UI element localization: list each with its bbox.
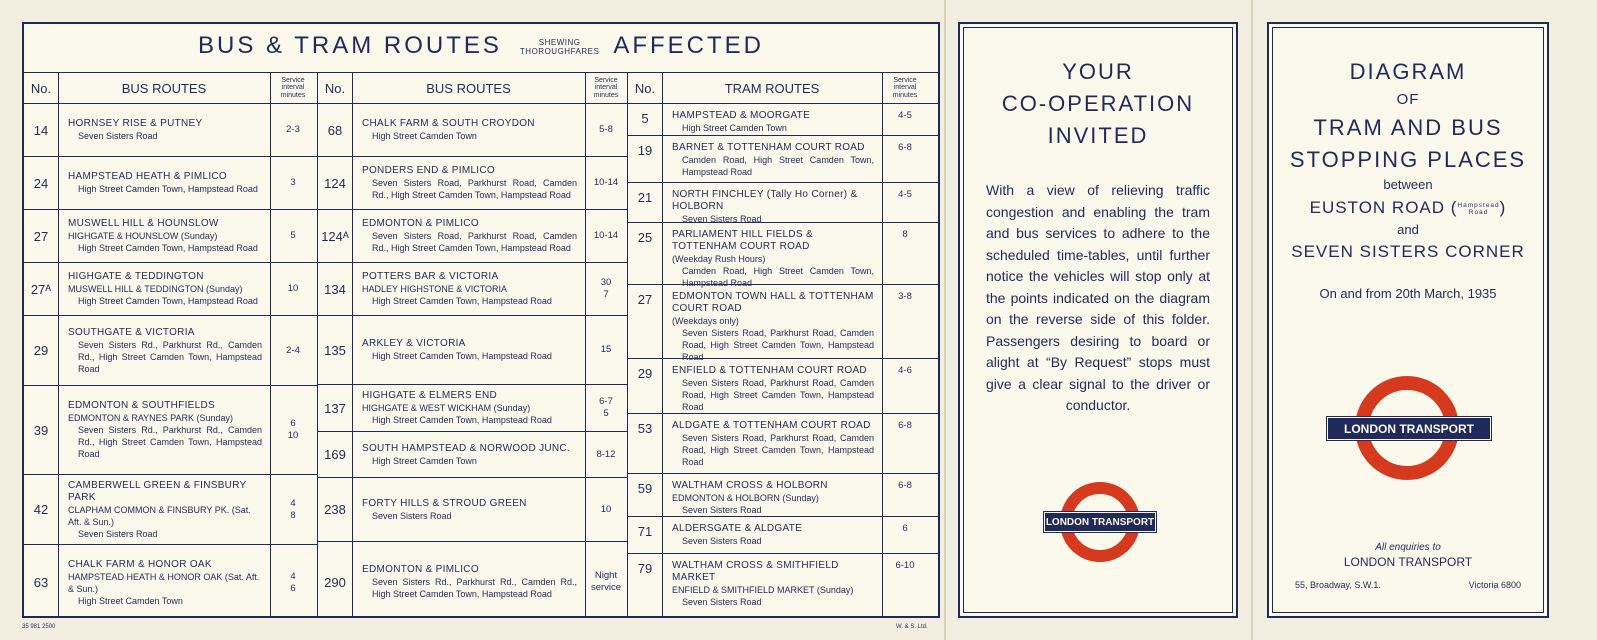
route-number: 27ᴬ	[30, 281, 52, 297]
service-interval	[882, 183, 928, 222]
route-name: HIGHGATE & TEDDINGTON	[68, 271, 204, 282]
header-svc_2: interval	[893, 84, 917, 92]
route-name: MUSWELL HILL & HOUNSLOW	[68, 218, 219, 229]
route-alternative: CLAPHAM COMMON & FINSBURY PK. (Sat. Aft. & Sun.)	[68, 504, 251, 527]
route-number: 39	[33, 422, 49, 438]
table-row	[628, 517, 939, 554]
route-number: 135	[324, 342, 346, 358]
route-via: Seven Sisters Road, Parkhurst Road, Camden Road, High Street Camden Town, Hampstead Road	[682, 328, 874, 362]
header-svc_1: Service	[594, 76, 618, 84]
route-alternative: ENFIELD & SMITHFIELD MARKET (Sunday)	[672, 585, 854, 595]
route-description	[362, 157, 577, 209]
header-svc_3: minutes	[593, 91, 619, 99]
route-number: 134	[324, 281, 346, 297]
route-description	[362, 385, 577, 431]
route-description	[672, 517, 874, 553]
route-description	[362, 478, 577, 541]
header-service-interval	[270, 73, 316, 103]
cover-panel	[1267, 22, 1549, 618]
service-interval	[585, 385, 627, 431]
table-row	[628, 414, 939, 474]
route-name: HAMPSTEAD HEATH & PIMLICO	[68, 171, 228, 182]
routes-sheet	[22, 22, 940, 618]
header-service-interval	[882, 73, 928, 103]
route-alternative: HIGHGATE & WEST WICKHAM (Sunday)	[362, 403, 531, 413]
london-transport-roundel	[1044, 482, 1156, 562]
service-interval	[882, 517, 928, 553]
route-number: 19	[637, 143, 653, 158]
route-via: High Street Camden Town	[682, 123, 787, 133]
route-number: 137	[324, 400, 346, 416]
cooperation-body: With a view of relieving traffic congestion and enabling the tram and bus services to adhere to the scheduled time-tables, until further notice the vehicles will stop only at the points indicated on the diagram on the reverse side of this folder. Passengers desiring to board or alight at “By Request” stops must give a clear signal to the driver or conductor.	[986, 182, 1210, 413]
route-via: Seven Sisters Rd., Parkhurst Rd., Camden Rd., High Street Camden Town, Hampstead Road	[78, 339, 262, 374]
route-number: 63	[33, 575, 49, 590]
header-routes: BUS ROUTES	[121, 80, 207, 96]
route-via: Camden Road, High Street Camden Town, Hampstead Road	[682, 155, 874, 177]
service-interval	[882, 285, 928, 358]
interval-value: Night	[594, 570, 618, 581]
route-via: High Street Camden Town, Hampstead Road	[372, 296, 552, 306]
route-alternative: EDMONTON & RAYNES PARK (Sunday)	[68, 413, 234, 423]
route-via: Seven Sisters Road, Parkhurst Road, Camden Rd., High Street Camden Town, Hampstead Road	[372, 178, 577, 200]
print-code: 35 981 2500	[22, 624, 56, 630]
interval-value: 15	[600, 344, 612, 355]
route-number: 124ᴬ	[321, 228, 349, 244]
table-row	[24, 104, 317, 157]
route-number: 24	[33, 175, 49, 191]
service-interval	[270, 475, 316, 544]
route-alternative: MUSWELL HILL & TEDDINGTON (Sunday)	[68, 284, 243, 294]
route-number: 21	[637, 190, 653, 205]
printer-mark: W. & S. Ltd.	[896, 624, 928, 630]
table-row	[318, 478, 628, 542]
route-name: EDMONTON & PIMLICO	[362, 564, 479, 575]
route-description	[362, 210, 577, 262]
route-description	[672, 359, 874, 413]
route-name: HIGHGATE & ELMERS END	[362, 390, 498, 401]
table-row	[318, 316, 628, 385]
header-no: No.	[324, 80, 346, 96]
route-via: High Street Camden Town	[372, 131, 477, 141]
interval-value: 3-8	[898, 291, 912, 302]
interval-value-2: 10	[287, 430, 299, 441]
fold-line	[1251, 0, 1253, 640]
title-small	[520, 38, 599, 56]
service-interval	[585, 210, 627, 262]
table-row	[24, 157, 317, 210]
header-svc_2: interval	[594, 84, 618, 92]
cover-line-2: OF	[1396, 91, 1420, 108]
route-via: Seven Sisters Road, Parkhurst Road, Camden Road, High Street Camden Town, Hampstead Road	[682, 433, 874, 467]
header-svc_1: Service	[893, 76, 917, 84]
route-name: CHALK FARM & HONOR OAK	[68, 558, 212, 570]
service-interval	[585, 104, 627, 156]
interval-value: 6-8	[898, 480, 912, 491]
route-name: CHALK FARM & SOUTH CROYDON	[362, 118, 535, 129]
route-number: 53	[637, 421, 653, 436]
interval-value: 4-5	[898, 110, 912, 121]
enquiries-label: All enquiries to	[1375, 542, 1441, 553]
table-header	[24, 73, 317, 104]
route-name: FORTY HILLS & STROUD GREEN	[362, 497, 527, 509]
interval-value: 6-8	[898, 420, 912, 431]
interval-value-2: 6	[290, 582, 296, 594]
route-number: 5	[641, 111, 649, 126]
route-via: High Street Camden Town	[372, 455, 477, 466]
route-name: ARKLEY & VICTORIA	[362, 338, 466, 349]
service-interval	[882, 136, 928, 182]
table-row	[628, 223, 939, 288]
table-row	[318, 542, 628, 622]
interval-value: 10	[600, 503, 612, 515]
table-row	[318, 385, 628, 432]
interval-value: 8-12	[596, 448, 616, 460]
route-alternative: EDMONTON & HOLBORN (Sunday)	[672, 493, 819, 503]
route-name: EDMONTON TOWN HALL & TOTTENHAM COURT ROAD	[672, 291, 874, 314]
service-interval	[585, 157, 627, 209]
interval-value: 6-10	[895, 560, 915, 571]
fold-line	[944, 0, 946, 640]
phone: Victoria 6800	[1468, 580, 1521, 590]
route-number: 79	[637, 561, 653, 576]
route-number: 42	[33, 502, 49, 517]
service-interval	[270, 210, 316, 262]
note-1: Hampstead	[1457, 201, 1500, 209]
interval-value: 2-3	[286, 124, 300, 135]
route-via: High Street Camden Town, Hampstead Road	[78, 184, 258, 194]
interval-value: 4	[290, 570, 296, 582]
header-no: No.	[30, 80, 52, 96]
header-routes: TRAM ROUTES	[724, 80, 820, 96]
route-number: 68	[327, 122, 343, 138]
route-number: 25	[637, 230, 653, 245]
header-routes: BUS ROUTES	[426, 80, 511, 96]
route-name: HORNSEY RISE & PUTNEY	[68, 118, 203, 129]
header-service-interval	[585, 73, 627, 103]
service-interval	[882, 104, 928, 135]
route-description	[672, 183, 874, 222]
table-row	[24, 545, 317, 620]
route-name: SOUTHGATE & VICTORIA	[68, 326, 195, 338]
route-via: Seven Sisters Road	[78, 528, 158, 539]
route-name: PARLIAMENT HILL FIELDS & TOTTENHAM COURT ROAD	[672, 229, 813, 252]
route-number: 27	[637, 292, 653, 307]
service-interval	[270, 104, 316, 156]
header-no: No.	[634, 80, 656, 96]
cover-line-4: STOPPING PLACES	[1289, 147, 1527, 172]
roundel-bar: LONDON TRANSPORT	[1044, 512, 1156, 532]
route-name: WALTHAM CROSS & HOLBORN	[672, 480, 828, 491]
org-name: LONDON TRANSPORT	[1343, 555, 1473, 569]
route-number: 238	[324, 502, 346, 517]
route-via: Seven Sisters Road	[682, 214, 762, 224]
table-row	[24, 210, 317, 263]
address: 55, Broadway, S.W.1.	[1295, 580, 1381, 590]
service-interval	[270, 545, 316, 620]
service-interval	[882, 223, 928, 284]
cover-line-3: TRAM AND BUS	[1313, 115, 1503, 140]
interval-value-2: 7	[603, 289, 609, 300]
roundel-bar: LONDON TRANSPORT	[1327, 417, 1491, 440]
table-row	[628, 474, 939, 517]
route-number: 71	[637, 524, 653, 539]
header-svc_1: Service	[281, 76, 305, 84]
route-description	[68, 316, 262, 385]
service-interval	[270, 386, 316, 474]
title-small-2: THOROUGHFARES	[519, 46, 600, 56]
route-description	[672, 136, 874, 182]
route-via: High Street Camden Town, Hampstead Road	[372, 415, 552, 425]
interval-value: 5-8	[599, 124, 613, 135]
cooperation-panel	[958, 22, 1238, 618]
route-name: EDMONTON & SOUTHFIELDS	[68, 400, 215, 411]
cover-line-5: between	[1383, 177, 1433, 192]
route-via: Seven Sisters Road	[682, 505, 762, 515]
cover-title	[1269, 56, 1547, 301]
interval-value: 2-4	[286, 344, 300, 356]
table-row	[318, 104, 628, 157]
routes-title	[24, 32, 938, 60]
route-via: High Street Camden Town	[78, 595, 183, 606]
route-via: Seven Sisters Road	[682, 597, 762, 607]
service-interval	[585, 478, 627, 541]
table-row	[628, 359, 939, 414]
table-row	[628, 554, 939, 607]
service-interval	[270, 157, 316, 209]
london-transport-roundel	[1327, 376, 1491, 480]
route-description	[672, 554, 874, 607]
interval-value: 4	[290, 497, 296, 509]
euston-road: EUSTON ROAD	[1309, 198, 1446, 217]
table-row	[24, 475, 317, 545]
route-description	[362, 104, 577, 156]
route-name: ALDGATE & TOTTENHAM COURT ROAD	[672, 420, 871, 431]
interval-value: 4-5	[898, 189, 912, 200]
route-alternative: HAMPSTEAD HEATH & HONOR OAK (Sat. Aft. & Sun.)	[68, 571, 260, 594]
interval-value: 3	[290, 177, 296, 188]
route-name: EDMONTON & PIMLICO	[362, 218, 479, 229]
service-interval	[882, 359, 928, 413]
service-interval	[585, 316, 627, 384]
tram-routes-table	[627, 72, 939, 616]
route-via: High Street Camden Town, Hampstead Road	[78, 243, 258, 253]
route-number: 124	[324, 175, 346, 191]
route-description	[68, 263, 262, 315]
route-name: PONDERS END & PIMLICO	[362, 165, 495, 176]
enquiries-block	[1269, 542, 1547, 569]
table-row	[318, 432, 628, 478]
route-alternative: (Weekdays only)	[672, 316, 739, 326]
route-description	[672, 223, 874, 288]
route-number: 59	[637, 481, 653, 496]
route-description	[68, 386, 262, 474]
table-row	[24, 263, 317, 316]
note-2: Road	[1468, 208, 1489, 216]
interval-value: 6	[290, 418, 296, 429]
route-description	[672, 474, 874, 516]
service-interval	[585, 542, 627, 622]
route-description	[68, 210, 262, 262]
route-description	[68, 545, 262, 620]
route-name: SOUTH HAMPSTEAD & NORWOOD JUNC.	[362, 442, 571, 454]
cover-date: On and from 20th March, 1935	[1319, 286, 1497, 301]
route-name: BARNET & TOTTENHAM COURT ROAD	[672, 142, 865, 153]
route-description	[362, 263, 577, 315]
table-row	[24, 316, 317, 386]
service-interval	[270, 316, 316, 385]
interval-value: 6-7	[599, 396, 613, 407]
route-description	[68, 157, 262, 209]
route-via: Seven Sisters Road, Parkhurst Road, Camden Rd., High Street Camden Town, Hampstead Road	[372, 231, 577, 253]
table-row	[318, 157, 628, 210]
route-number: 29	[637, 366, 653, 381]
heading-line-3: INVITED	[1047, 123, 1149, 148]
route-via: Seven Sisters Road	[682, 536, 762, 546]
interval-value: 6	[902, 523, 908, 534]
route-number: 14	[33, 122, 49, 138]
route-name: WALTHAM CROSS & SMITHFIELD MARKET	[672, 560, 839, 583]
route-via: Seven Sisters Road	[372, 510, 452, 521]
interval-value-2: service	[590, 582, 622, 593]
table-header	[318, 73, 628, 104]
service-interval	[585, 263, 627, 315]
cover-line-7: and	[1397, 222, 1419, 237]
route-description	[672, 414, 874, 473]
route-via: Seven Sisters Rd., Parkhurst Rd., Camden Rd., High Street Camden Town, Hampstead Road	[372, 577, 577, 599]
table-row	[628, 285, 939, 362]
route-via: Seven Sisters Road, Parkhurst Road, Camden Road, High Street Camden Town, Hampstead Road	[682, 378, 874, 412]
interval-value: 8	[902, 229, 908, 240]
table-header	[628, 73, 939, 104]
interval-value: 30	[600, 277, 612, 288]
route-number: 290	[324, 574, 346, 590]
route-via: High Street Camden Town, Hampstead Road	[372, 351, 552, 361]
interval-value: 10-14	[593, 177, 619, 188]
service-interval	[882, 554, 928, 600]
interval-value: 4-6	[898, 365, 912, 376]
route-number: 169	[324, 447, 346, 462]
table-row	[628, 183, 939, 223]
route-alternative: (Weekday Rush Hours)	[672, 254, 766, 264]
route-via: Camden Road, High Street Camden Town, Hampstead Road	[682, 266, 874, 288]
heading-line-2: CO-OPERATION	[1001, 91, 1195, 116]
route-alternative: HIGHGATE & HOUNSLOW (Sunday)	[68, 231, 218, 241]
route-description	[672, 285, 874, 362]
route-description	[68, 104, 262, 156]
route-name: HAMPSTEAD & MOORGATE	[672, 110, 811, 121]
route-name: CAMBERWELL GREEN & FINSBURY PARK	[68, 479, 247, 503]
cover-line-8: SEVEN SISTERS CORNER	[1291, 242, 1525, 261]
route-via: Seven Sisters Rd., Parkhurst Rd., Camden Rd., High Street Camden Town, Hampstead Road	[78, 425, 262, 459]
route-name: NORTH FINCHLEY (Tally Ho Corner) & HOLBORN	[672, 189, 858, 212]
interval-value-2: 5	[603, 408, 609, 419]
hampstead-road-note	[1457, 202, 1499, 216]
bus-routes-table-left	[24, 72, 317, 616]
heading-line-1: YOUR	[1062, 59, 1134, 84]
table-row	[318, 263, 628, 316]
table-row	[628, 136, 939, 183]
route-number: 29	[33, 343, 49, 358]
route-description	[362, 542, 577, 622]
service-interval	[270, 263, 316, 315]
cooperation-heading	[960, 56, 1236, 152]
interval-value-2: 8	[290, 509, 296, 521]
route-description	[362, 316, 577, 384]
header-svc_2: interval	[281, 84, 305, 92]
interval-value: 5	[290, 230, 296, 241]
interval-value: 10-14	[593, 230, 619, 241]
table-row	[24, 386, 317, 475]
service-interval	[882, 474, 928, 516]
route-alternative: HADLEY HIGHSTONE & VICTORIA	[362, 284, 508, 294]
header-svc_3: minutes	[892, 91, 918, 99]
cover-line-1: DIAGRAM	[1349, 59, 1467, 84]
route-description	[362, 432, 577, 477]
route-description	[672, 104, 874, 135]
title-small-1: SHEWING	[538, 37, 581, 47]
header-svc_3: minutes	[280, 91, 306, 99]
route-via: Seven Sisters Road	[78, 131, 158, 141]
route-number: 27	[33, 228, 49, 244]
title-main: BUS & TRAM ROUTES	[197, 32, 502, 59]
table-row	[318, 210, 628, 263]
service-interval	[585, 432, 627, 477]
table-row	[628, 104, 939, 136]
cover-line-6: EUSTON ROAD ( Hampstead Road )	[1309, 198, 1507, 217]
route-description	[68, 475, 262, 544]
interval-value: 6-8	[898, 142, 912, 153]
title-affected: AFFECTED	[613, 32, 764, 59]
route-name: ALDERSGATE & ALDGATE	[672, 523, 803, 534]
bus-routes-table-right	[317, 72, 628, 616]
route-name: ENFIELD & TOTTENHAM COURT ROAD	[672, 365, 867, 376]
route-via: High Street Camden Town, Hampstead Road	[78, 296, 258, 306]
interval-value: 10	[287, 283, 299, 294]
route-name: POTTERS BAR & VICTORIA	[362, 271, 499, 282]
service-interval	[882, 414, 928, 473]
